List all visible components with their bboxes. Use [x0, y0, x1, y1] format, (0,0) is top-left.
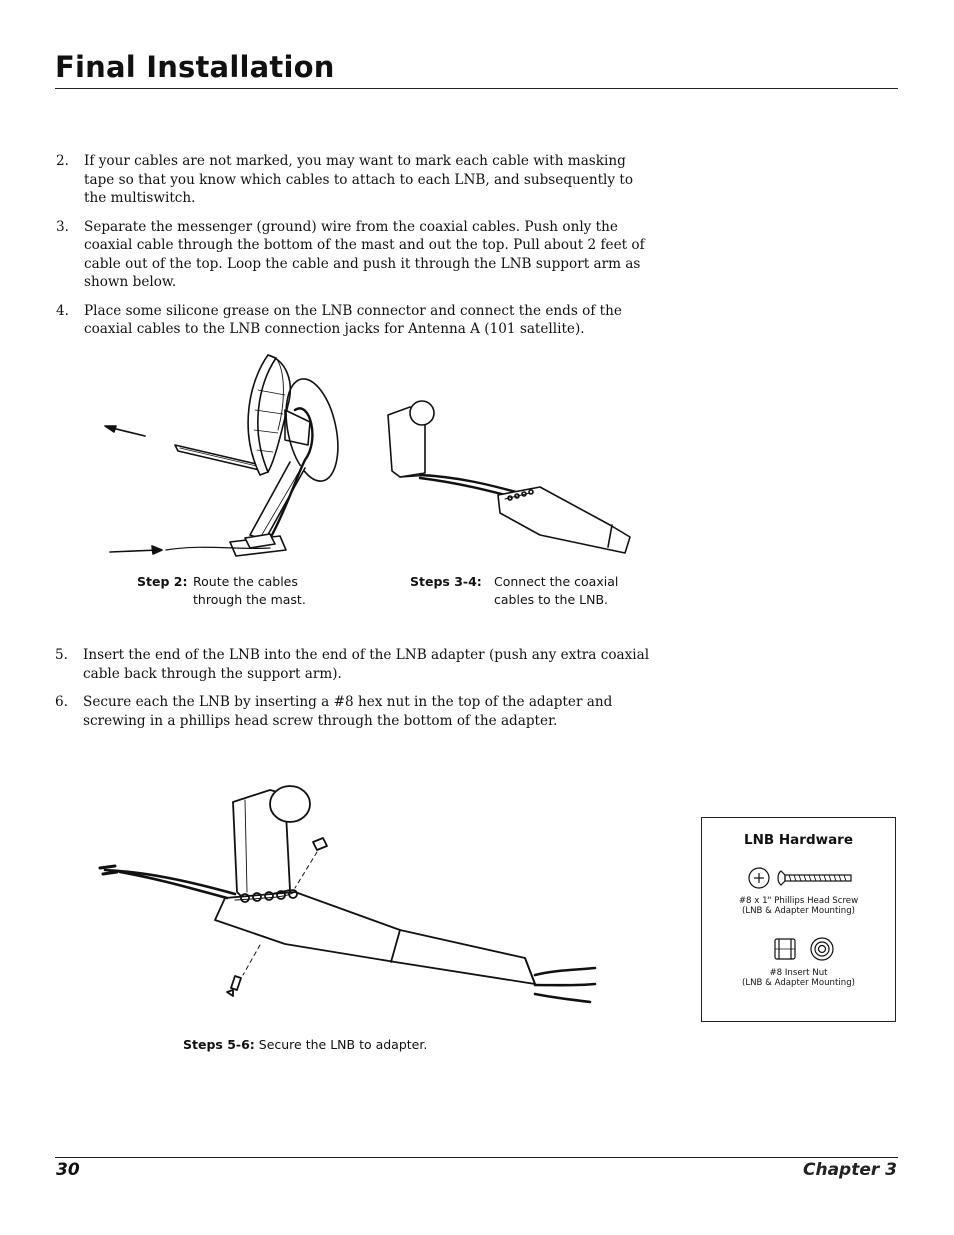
footer-rule — [55, 1157, 898, 1158]
nut-label: #8 Insert Nut — [769, 968, 828, 978]
step-item — [55, 693, 650, 730]
step-text: If your cables are not marked, you may want to mark each cable with masking tape so that you know which cables to attach to each LNB, and subsequently to the multiswitch. — [84, 153, 634, 206]
step-number: 5. — [55, 647, 68, 663]
step-number: 3. — [56, 218, 69, 235]
caption-step2 — [137, 573, 337, 608]
hardware-title: LNB Hardware — [743, 832, 853, 848]
page-number: 30 — [56, 1160, 80, 1180]
step-text: Place some silicone grease on the LNB connector and connect the ends of the coaxial cables to the LNB connection jacks for Antenna A (101 satellite). — [84, 302, 622, 337]
step-number: 6. — [55, 694, 68, 710]
caption-label: Step 2: — [137, 574, 188, 589]
page-title: Final Installation — [55, 50, 335, 84]
steps-list-upper — [56, 152, 646, 339]
step-item — [55, 646, 650, 683]
phillips-screw-icon — [747, 866, 857, 890]
step-item — [56, 152, 646, 208]
caption-text: Route the cables through the mast. — [193, 574, 306, 607]
caption-label: Steps 5-6: — [183, 1037, 255, 1052]
screw-label: #8 x 1" Phillips Head Screw — [738, 896, 859, 906]
step-number: 4. — [56, 302, 69, 319]
lnb-cable-illustration — [380, 395, 640, 560]
caption-steps34 — [410, 573, 640, 608]
step-item — [56, 302, 646, 339]
screw-use: (LNB & Adapter Mounting) — [741, 906, 856, 916]
lnb-hardware-box — [701, 817, 896, 1022]
step-number: 2. — [56, 153, 69, 169]
caption-label: Steps 3-4: — [410, 574, 482, 589]
step-text: Insert the end of the LNB into the end of the LNB adapter (push any extra coaxial cable back through the support arm). — [83, 647, 650, 682]
mast-routing-illustration — [100, 350, 350, 565]
chapter-label: Chapter 3 — [802, 1160, 897, 1180]
steps-list-lower — [55, 646, 650, 730]
step-item — [56, 218, 646, 292]
insert-nut-icon — [772, 936, 838, 962]
header-rule — [55, 88, 898, 89]
caption-text: Connect the coaxial cables to the LNB. — [494, 574, 619, 607]
caption-text: Secure the LNB to adapter. — [258, 1037, 428, 1052]
lnb-adapter-illustration — [95, 780, 605, 1020]
caption-steps56 — [183, 1036, 483, 1054]
step-text: Separate the messenger (ground) wire from the coaxial cables. Push only the coaxial cable through the bottom of the mast and out the top. Pull about 2 feet of cable out of the top. Loop the cable and push it through the LNB support arm as shown below. — [84, 218, 645, 290]
nut-use: (LNB & Adapter Mounting) — [741, 978, 856, 988]
step-text: Secure each the LNB by inserting a #8 hex nut in the top of the adapter and screwing in a phillips head screw through the bottom of the adapter. — [83, 694, 613, 729]
